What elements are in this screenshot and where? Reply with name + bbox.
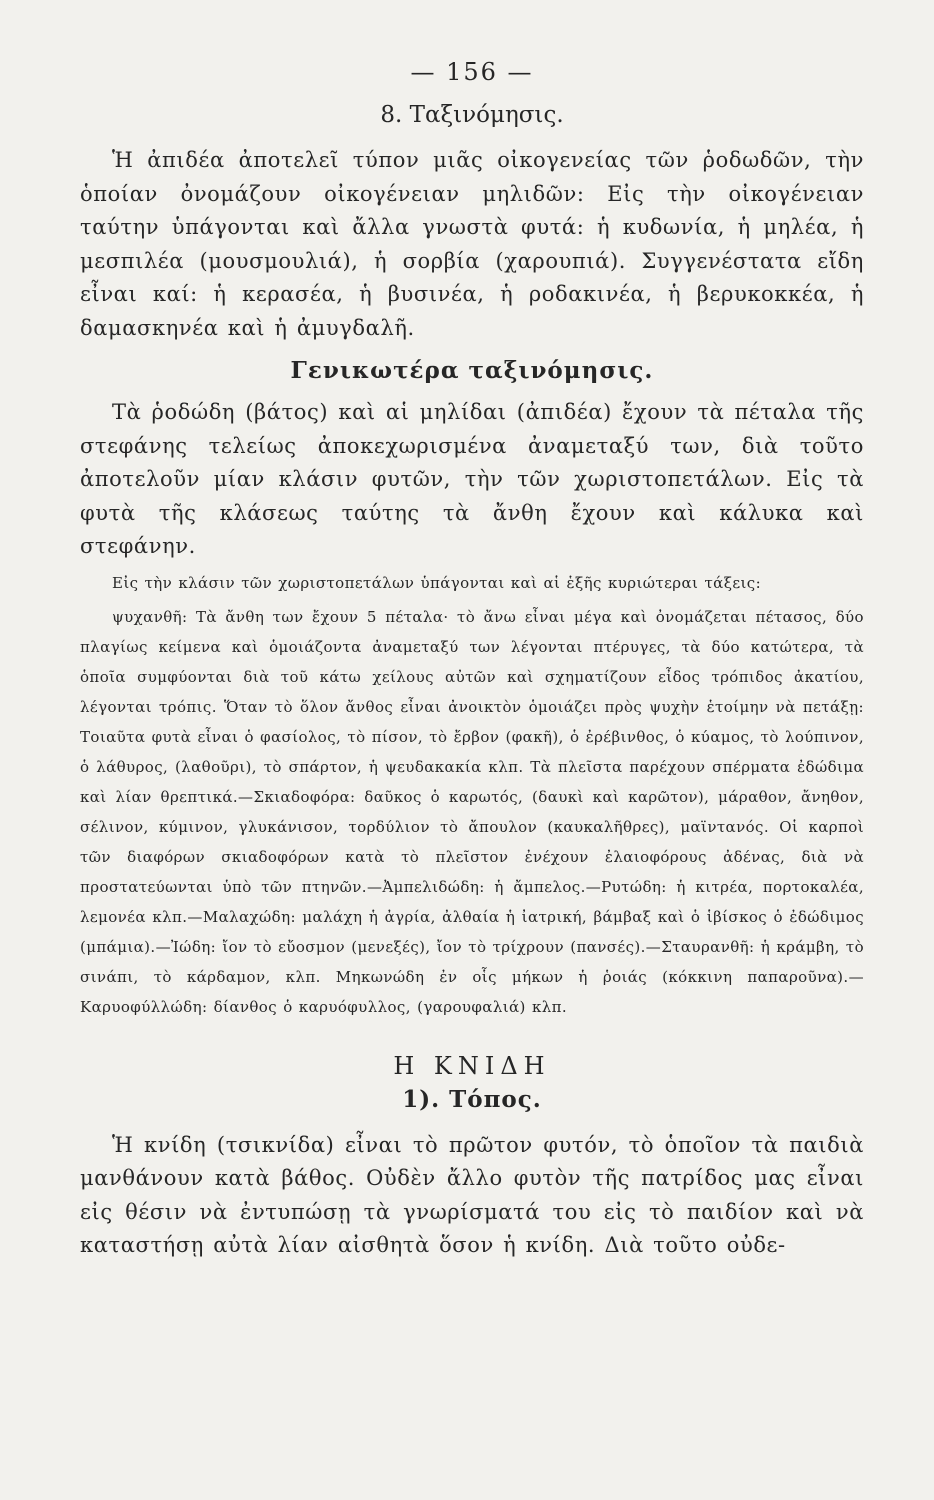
chapter-title: Η ΚΝΙΔΗ xyxy=(393,1051,551,1080)
small-intro: Εἰς τὴν κλάσιν τῶν χωριστοπετάλων ὑπάγονται καὶ αἱ ἑξῆς κυριώτεραι τάξεις: xyxy=(112,573,762,592)
chapter-heading: 1). Τόπος. xyxy=(402,1085,542,1113)
chapter-paragraph: Ἡ κνίδη (τσικνίδα) εἶναι τὸ πρῶτον φυτόν, τὸ ὁποῖον τὰ παιδιὰ μανθάνουν κατὰ βάθος. Οὐδὲν ἄλλο φυτὸν τῆς πατρίδος μας εἶναι εἰς θέσιν νὰ ἐντυπώσῃ τὰ γνωρίσματά του εἰς τὸ παιδίον καὶ νὰ καταστήσῃ αὐτὰ λίαν αἰσθητὰ ὅσον ἡ κνίδη. Διὰ τοῦτο οὐδε- xyxy=(80,1132,864,1257)
page-number: — 156 — xyxy=(410,58,534,86)
section-paragraph: Ἡ ἀπιδέα ἀποτελεῖ τύπον μιᾶς οἰκογενείας τῶν ῥοδωδῶν, τὴν ὁποίαν ὀνομάζουν οἰκογένειαν μηλιδῶν: Εἰς τὴν οἰκογένειαν ταύτην ὑπάγονται καὶ ἄλλα γνωστὰ φυτά: ἡ κυδωνία, ἡ μηλέα, ἡ μεσπιλέα (μουσμουλιά), ἡ σορβία (χαρουπιά). Συγγενέστατα εἴδη εἶναι καί: ἡ κερασέα, ἡ βυσινέα, ἡ ροδακινέα, ἡ βερυκοκκέα, ἡ δαμασκηνέα καὶ ἡ ἀμυγδαλῆ. xyxy=(80,148,864,340)
section-heading: 8. Ταξινόμησις. xyxy=(380,102,564,128)
small-text-body: ψυχανθῆ: Τὰ ἄνθη των ἔχουν 5 πέταλα· τὸ ἄνω εἶναι μέγα καὶ ὀνομάζεται πέτασος, δύο πλαγίως κείμενα καὶ ὁμοιάζοντα ἀναμεταξύ των λέγονται πτέρυγες, τὰ δύο κατώτερα, τὰ ὁποῖα συμφύονται διὰ τοῦ κάτω χείλους αὐτῶν καὶ σχηματίζουν εἶδος τρόπιδος ἀκατίου, λέγονται τρόπις. Ὅταν τὸ ὅλον ἄνθος εἶναι ἀνοικτὸν ὁμοιάζει πρὸς ψυχὴν ἑτοίμην νὰ πετάξῃ: Τοιαῦτα φυτὰ εἶναι ὁ φασίολος, τὸ πίσον, τὸ ἔρβον (φακῆ), ὁ ἐρέβινθος, ὁ κύαμος, τὸ λούπινον, ὁ λάθυρος, (λαθοῦρι), τὸ σπάρτον, ἡ ψευδακακία κλπ. Τὰ πλεῖστα παρέχουν σπέρματα ἐδώδιμα καὶ λίαν θρεπτικά.—Σκιαδοφόρα: δαῦκος ὁ καρωτός, (δαυκὶ καὶ καρῶτον), μάραθον, ἄνηθον, σέλινον, κύμινον, γλυκάνισον, τορδύλιον τὸ ἄπουλον (καυκαλῆθρες), μαϊντανός. Οἱ καρποὶ τῶν διαφόρων σκιαδοφόρων κατὰ τὸ πλεῖστον ἐνέχουν ἐλαιοφόρους ἀδένας, διὰ νὰ προστατεύωνται ὑπὸ τῶν πτηνῶν.—Ἀμπελιδώδη: ἡ ἄμπελος.—Ρυτώδη: ἡ κιτρέα, πορτοκαλέα, λεμονέα κλπ.—Μαλαχώδη: μαλάχη ἡ ἀγρία, ἀλθαία ἡ ἰατρική, βάμβαξ καὶ ὁ ἱβίσκος ὁ ἐδώδιμος (μπάμια).—Ἰώδη: ἴον τὸ εὔοσμον (μενεξές), ἴον τὸ τρίχρουν (πανσές).—Σταυρανθῆ: ἡ κράμβη, τὸ σινάπι, τὸ κάρδαμον, κλπ. Μηκωνώδη ἐν οἷς μήκων ἡ ῥοιάς (κόκκινη παπαροῦνα).—Καρυοφύλλώδη: δίανθος ὁ καρυόφυλλος, (γαρουφαλιά) κλπ. xyxy=(80,607,864,1016)
subsection-heading: Γενικωτέρα ταξινόμησις. xyxy=(290,357,654,384)
subsection-paragraph: Τὰ ῥοδώδη (βάτος) καὶ αἱ μηλίδαι (ἀπιδέα) ἔχουν τὰ πέταλα τῆς στεφάνης τελείως ἀποκεχωρισμένα ἀναμεταξύ των, διὰ τοῦτο ἀποτελοῦν μίαν κλάσιν φυτῶν, τὴν τῶν χωριστοπετάλων. Εἰς τὰ φυτὰ τῆς κλάσεως ταύτης τὰ ἄνθη ἔχουν καὶ κάλυκα καὶ στεφάνην. xyxy=(80,400,864,558)
